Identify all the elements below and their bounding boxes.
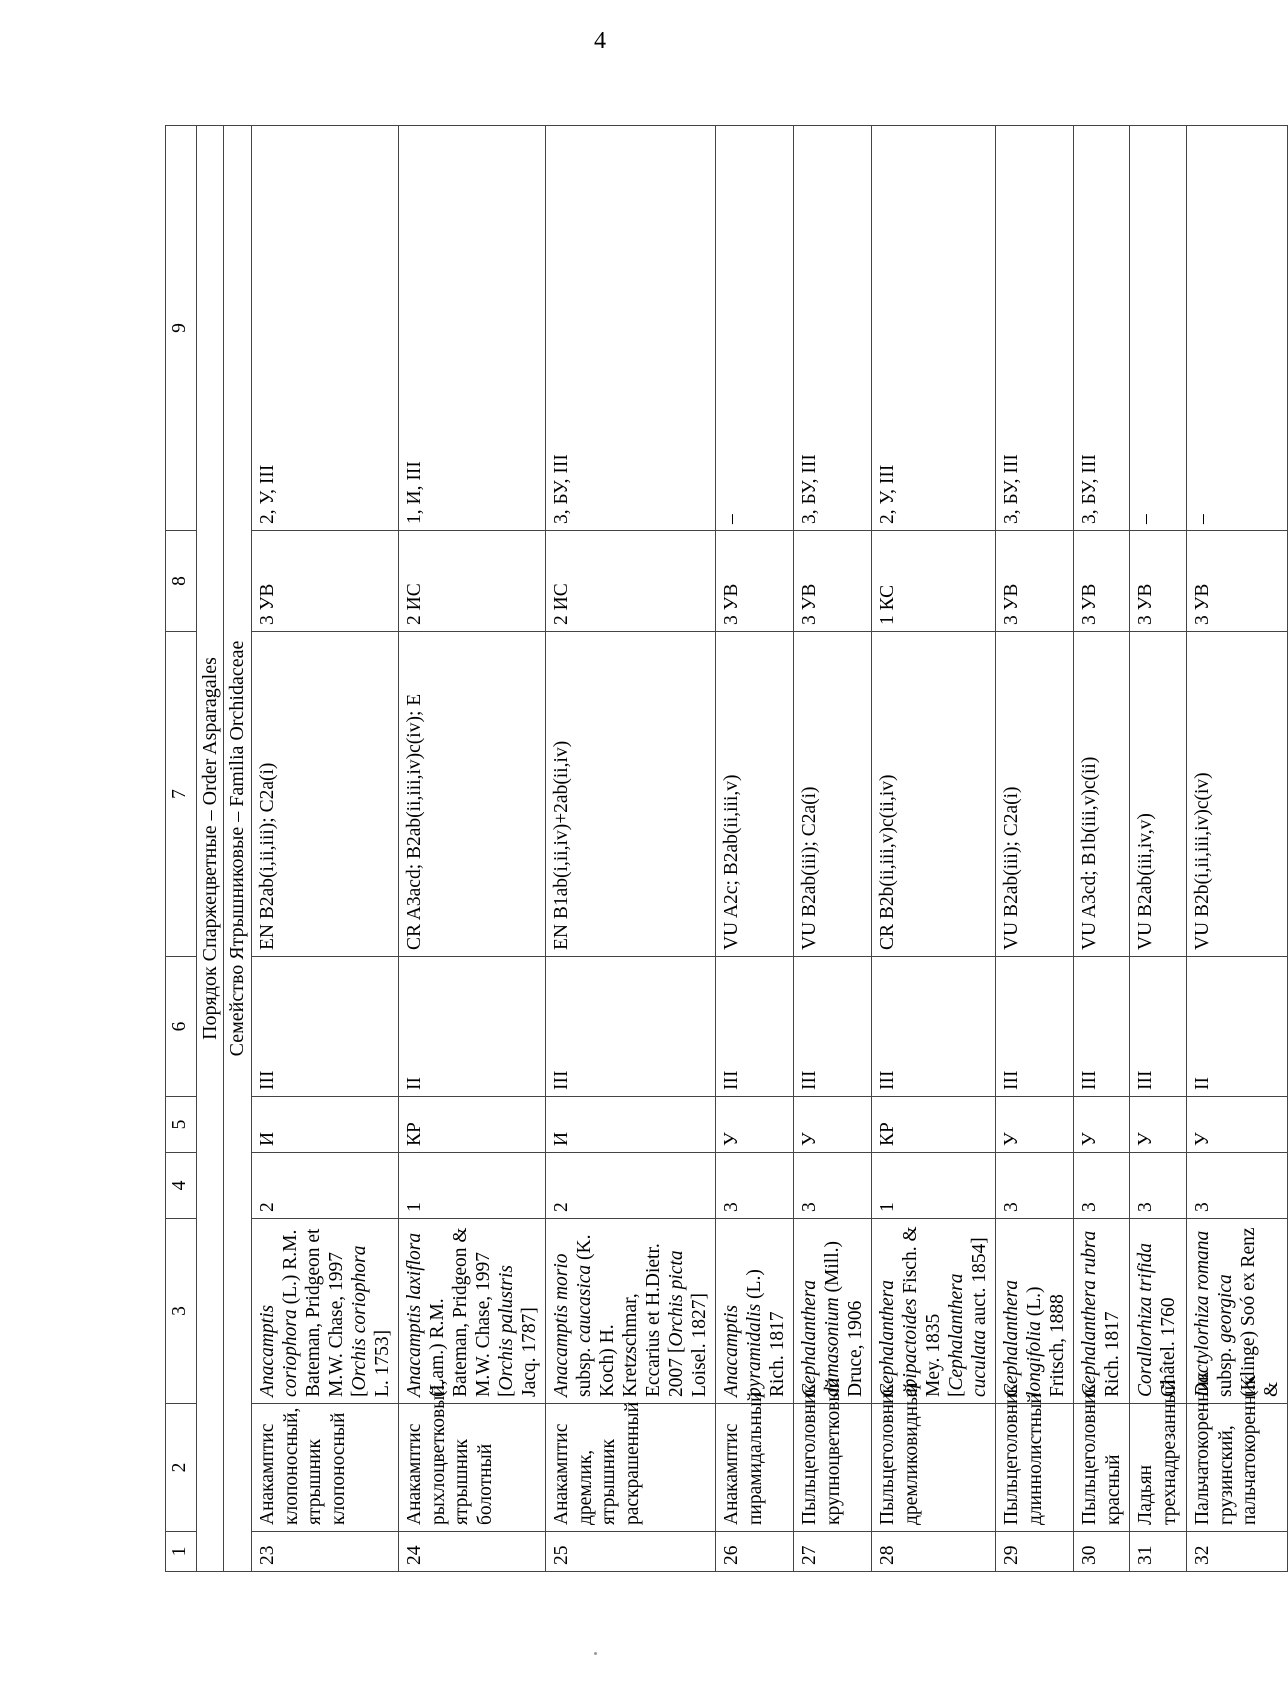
- regional-status: 2 ИС: [398, 531, 545, 632]
- author-part: Loisel. 1827]: [688, 1293, 710, 1397]
- col-num-1: 1: [166, 1532, 197, 1572]
- author-part: Fisch. & Mey. 1835 [: [899, 1226, 967, 1397]
- latin-name-part: Orchis coriophora: [348, 1245, 370, 1391]
- col-num-9: 9: [166, 126, 197, 531]
- priority-level: III: [1073, 957, 1130, 1097]
- iucn-criteria: VU B2ab(iii); C2a(i): [995, 632, 1073, 957]
- scientific-name: [251, 1219, 398, 1404]
- author-part: (L.) Rich. 1817: [743, 1269, 788, 1397]
- regional-status: 3 УВ: [1186, 531, 1287, 632]
- priority-level: III: [251, 957, 398, 1097]
- latin-name-part: Orchis picta: [665, 1250, 687, 1347]
- table-row: [545, 126, 715, 1572]
- col-num-8: 8: [166, 531, 197, 632]
- priority-level: III: [715, 957, 793, 1097]
- neighbor-status: –: [715, 126, 793, 531]
- latin-name-part: Cephalanthera epipactoides: [876, 1280, 921, 1397]
- author-part: (L.) Fritsch, 1888: [1023, 1286, 1068, 1397]
- row-number: 23: [251, 1532, 398, 1572]
- status-abbrev: У: [1130, 1097, 1187, 1153]
- priority-level: III: [545, 957, 715, 1097]
- status-abbrev: И: [251, 1097, 398, 1153]
- russian-name: Анакамптис рыхлоцветковый, ятрышник болотный: [398, 1404, 545, 1532]
- regional-status: 3 УВ: [251, 531, 398, 632]
- category-code: 2: [545, 1153, 715, 1219]
- neighbor-status: 3, БУ, III: [545, 126, 715, 531]
- neighbor-status: –: [1186, 126, 1287, 531]
- author-part: Châtel. 1760: [1158, 1297, 1180, 1397]
- neighbor-status: 2, У, III: [871, 126, 995, 531]
- family-header-row: [224, 126, 251, 1572]
- order-header-row: [197, 126, 224, 1572]
- latin-name-part: Anacamptis coriophora: [256, 1304, 301, 1397]
- category-code: 3: [1186, 1153, 1287, 1219]
- author-part: (Mill.) Druce, 1906: [821, 1240, 866, 1397]
- latin-name-part: Dactylorhiza romana: [1191, 1230, 1213, 1397]
- row-number: 24: [398, 1532, 545, 1572]
- table-row: [871, 126, 995, 1572]
- category-code: 3: [1073, 1153, 1130, 1219]
- priority-level: III: [871, 957, 995, 1097]
- latin-name-part: Anacamptis pyramidalis: [720, 1303, 765, 1397]
- author-part: Jacq. 1787]: [518, 1307, 540, 1397]
- author-part: (L.) R.M. Bateman, Pridgeon et M.W. Chase, 1997 [: [279, 1228, 370, 1397]
- priority-level: II: [398, 957, 545, 1097]
- russian-name: Анакамптис клопоносный, ятрышник клопоносный: [251, 1404, 398, 1532]
- author-part: Rich. 1817: [1101, 1311, 1123, 1397]
- author-part: subsp.: [573, 1342, 595, 1397]
- latin-name-part: Anacamptis laxiflora: [403, 1232, 425, 1397]
- species-table: [165, 125, 1288, 1572]
- latin-name-part: Cephalanthera rubra: [1078, 1230, 1100, 1397]
- status-abbrev: У: [1073, 1097, 1130, 1153]
- status-abbrev: У: [793, 1097, 871, 1153]
- latin-name-part: Corallorhiza trifida: [1135, 1242, 1157, 1397]
- russian-name: Пыльцеголовник дремликовидный: [871, 1404, 995, 1532]
- neighbor-status: 3, БУ, III: [1073, 126, 1130, 531]
- category-code: 3: [995, 1153, 1073, 1219]
- russian-name: Анакамптис пирамидальный: [715, 1404, 793, 1532]
- russian-name: Ладьян трехнадрезанный: [1130, 1404, 1187, 1532]
- neighbor-status: 3, БУ, III: [793, 126, 871, 531]
- status-abbrev: КР: [398, 1097, 545, 1153]
- category-code: 2: [251, 1153, 398, 1219]
- category-code: 3: [1130, 1153, 1187, 1219]
- iucn-criteria: CR B2b(ii,iii,v)c(ii,iv): [871, 632, 995, 957]
- row-number: 29: [995, 1532, 1073, 1572]
- row-number: 26: [715, 1532, 793, 1572]
- col-num-6: 6: [166, 957, 197, 1097]
- author-part: (Lam.) R.M. Bateman, Pridgeon & M.W. Chase, 1997 [: [426, 1227, 517, 1397]
- author-part: (K. Koch) H. Kretzschmar, Eccarius et H.Dietr. 2007 [: [573, 1234, 687, 1397]
- author-part: L. 1753]: [371, 1329, 393, 1397]
- author-part: auct. 1854]: [968, 1237, 990, 1330]
- neighbor-status: –: [1130, 126, 1187, 531]
- family-header: Семейство Ятрышниковые – Familia Orchidaceae: [224, 126, 251, 1572]
- priority-level: III: [793, 957, 871, 1097]
- russian-name: Пыльцеголовник красный: [1073, 1404, 1130, 1532]
- iucn-criteria: VU B2b(i,ii,iii,iv)c(iv): [1186, 632, 1287, 957]
- latin-name-part: Anacamptis morio: [550, 1253, 572, 1397]
- scientific-name: [398, 1219, 545, 1404]
- latin-name-part: georgica: [1214, 1274, 1236, 1343]
- column-number-row: [166, 126, 197, 1572]
- page-number: 4: [594, 28, 606, 54]
- status-abbrev: У: [715, 1097, 793, 1153]
- latin-name-part: Cephalanthera cuculata: [945, 1273, 990, 1397]
- scientific-name: [715, 1219, 793, 1404]
- scan-speck: [594, 1652, 597, 1655]
- status-abbrev: У: [1186, 1097, 1287, 1153]
- table-row: [1186, 126, 1287, 1572]
- row-number: 28: [871, 1532, 995, 1572]
- iucn-criteria: EN B2ab(i,ii,iii); C2a(i): [251, 632, 398, 957]
- regional-status: 3 УВ: [793, 531, 871, 632]
- col-num-7: 7: [166, 632, 197, 957]
- table-row: [251, 126, 398, 1572]
- author-part: (Klinge) Soó ex Renz &: [1237, 1227, 1282, 1397]
- latin-name-part: caucasica: [573, 1264, 595, 1343]
- table-row: [715, 126, 793, 1572]
- iucn-criteria: VU A3cd; B1b(iii,v)c(ii): [1073, 632, 1130, 957]
- latin-name-part: Orchis palustris: [495, 1264, 517, 1391]
- status-abbrev: КР: [871, 1097, 995, 1153]
- table-container: [165, 126, 1282, 1572]
- iucn-criteria: VU B2ab(iii); C2a(i): [793, 632, 871, 957]
- priority-level: II: [1186, 957, 1287, 1097]
- latin-name-part: Cephalanthera longifolia: [1000, 1280, 1045, 1397]
- russian-name: Пальчатокоренник грузинский, пальчатокоренник: [1186, 1404, 1287, 1532]
- scientific-name: [1130, 1219, 1187, 1404]
- row-number: 25: [545, 1532, 715, 1572]
- author-part: subsp.: [1214, 1342, 1236, 1397]
- regional-status: 3 УВ: [715, 531, 793, 632]
- regional-status: 1 КС: [871, 531, 995, 632]
- neighbor-status: 3, БУ, III: [995, 126, 1073, 531]
- scientific-name: [1073, 1219, 1130, 1404]
- category-code: 3: [715, 1153, 793, 1219]
- priority-level: III: [995, 957, 1073, 1097]
- category-code: 1: [871, 1153, 995, 1219]
- iucn-criteria: CR A3acd; B2ab(ii,iii,iv)c(iv); E: [398, 632, 545, 957]
- scientific-name: [1186, 1219, 1287, 1404]
- scientific-name: [995, 1219, 1073, 1404]
- col-num-5: 5: [166, 1097, 197, 1153]
- priority-level: III: [1130, 957, 1187, 1097]
- iucn-criteria: EN B1ab(i,ii,iv)+2ab(ii,iv): [545, 632, 715, 957]
- table-row: [1073, 126, 1130, 1572]
- col-num-3: 3: [166, 1219, 197, 1404]
- neighbor-status: 2, У, III: [251, 126, 398, 531]
- status-abbrev: И: [545, 1097, 715, 1153]
- regional-status: 2 ИС: [545, 531, 715, 632]
- status-abbrev: У: [995, 1097, 1073, 1153]
- table-row: [793, 126, 871, 1572]
- russian-name: Пыльцеголовник крупноцветковый: [793, 1404, 871, 1532]
- col-num-4: 4: [166, 1153, 197, 1219]
- russian-name: Пыльцеголовник длиннолистный: [995, 1404, 1073, 1532]
- row-number: 32: [1186, 1532, 1287, 1572]
- table-body: [166, 126, 1288, 1572]
- row-number: 30: [1073, 1532, 1130, 1572]
- table-row: [1130, 126, 1187, 1572]
- table-row: [995, 126, 1073, 1572]
- scientific-name: [871, 1219, 995, 1404]
- russian-name: Анакамптис дремлик, ятрышник раскрашенный: [545, 1404, 715, 1532]
- row-number: 31: [1130, 1532, 1187, 1572]
- iucn-criteria: VU A2c; B2ab(ii,iii,v): [715, 632, 793, 957]
- category-code: 3: [793, 1153, 871, 1219]
- regional-status: 3 УВ: [995, 531, 1073, 632]
- neighbor-status: 1, И, III: [398, 126, 545, 531]
- table-row: [398, 126, 545, 1572]
- row-number: 27: [793, 1532, 871, 1572]
- iucn-criteria: VU B2ab(iii,iv,v): [1130, 632, 1187, 957]
- regional-status: 3 УВ: [1073, 531, 1130, 632]
- rotated-table: [165, 126, 1282, 1572]
- latin-name-part: Cephalanthera damasonium: [798, 1280, 843, 1397]
- col-num-2: 2: [166, 1404, 197, 1532]
- scientific-name: [545, 1219, 715, 1404]
- regional-status: 3 УВ: [1130, 531, 1187, 632]
- scientific-name: [793, 1219, 871, 1404]
- order-header: Порядок Спаржецветные – Order Asparagales: [197, 126, 224, 1572]
- category-code: 1: [398, 1153, 545, 1219]
